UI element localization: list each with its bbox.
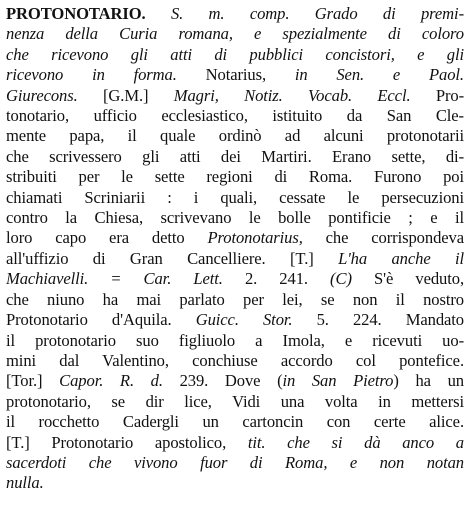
entry-line	[6, 433, 464, 453]
roman-text: Notarius,	[176, 65, 267, 85]
italic-text: S. m. comp. Grado di premi-	[145, 4, 464, 23]
entry-line	[6, 208, 464, 228]
roman-text: all'uffizio di Gran Cancelliere. [T.]	[6, 248, 339, 268]
italic-text: ricevono in forma.	[6, 65, 177, 85]
entry-line	[6, 371, 464, 391]
entry-line	[6, 147, 464, 167]
italic-text: tit. che si dà anco a	[247, 432, 464, 452]
entry-line	[6, 392, 464, 412]
roman-text: contro la Chiesa, scrivevano le bolle pontificie ; e il	[6, 208, 464, 228]
italic-text: Guicc. Stor.	[195, 310, 293, 330]
roman-text: 239. Dove (	[162, 371, 283, 391]
italic-text: nenza della Curia romana, e spezialmente di coloro	[6, 24, 464, 44]
roman-text: Protonotario d'Aquila.	[6, 310, 196, 330]
roman-text: [Tor.]	[6, 371, 60, 391]
roman-text: che scrivessero gli atti dei Martiri. Erano sette, di-	[6, 146, 464, 166]
entry-line	[6, 290, 464, 310]
italic-text: sacerdoti che vivono fuor di Roma, e non notan	[6, 452, 464, 472]
roman-text: che corrispondeva	[302, 228, 464, 248]
roman-text: 2. 241.	[222, 269, 331, 289]
dictionary-entry	[6, 4, 464, 494]
entry-line	[6, 453, 464, 473]
entry-line	[6, 269, 464, 289]
roman-text: mente papa, il quale ordinò ad alcuni protonotarii	[6, 126, 464, 146]
entry-line	[6, 4, 464, 24]
entry-line	[6, 310, 464, 330]
roman-text: loro capo era detto	[6, 228, 208, 248]
entry-line	[6, 126, 464, 146]
roman-text: stribuiti per le sette regioni di Roma. Furono poi	[6, 167, 464, 187]
italic-text: Machiavelli. = Car. Lett.	[6, 269, 223, 289]
italic-text: in San Pietro	[282, 371, 394, 391]
roman-text: mini dal Valentino, conchiuse accordo col pontefice.	[6, 350, 464, 370]
roman-text: Pro-	[410, 85, 464, 105]
italic-text: che ricevono gli atti di pubblici concistori, e gli	[6, 44, 464, 64]
entry-line	[6, 106, 464, 126]
roman-text: che niuno ha mai parlato per lei, se non il nostro	[6, 289, 464, 309]
roman-text: [G.M.]	[77, 85, 174, 105]
entry-line	[6, 412, 464, 432]
roman-text: S'è veduto,	[351, 269, 464, 289]
entry-line	[6, 331, 464, 351]
entry-line	[6, 86, 464, 106]
entry-line	[6, 45, 464, 65]
headword: PROTONOTARIO.	[6, 4, 146, 23]
entry-line	[6, 24, 464, 44]
entry-line	[6, 188, 464, 208]
roman-text: il protonotario suo figliuolo a Imola, e ricevuti uo-	[6, 330, 464, 350]
italic-text: nulla.	[6, 473, 44, 493]
roman-text: 5. 224. Mandato	[292, 310, 464, 330]
italic-text: Giurecons.	[6, 85, 78, 105]
roman-text: tonotario, ufficio ecclesiastico, istituito da San Cle-	[6, 106, 464, 126]
entry-line	[6, 473, 464, 493]
roman-text: [T.] Protonotario apostolico,	[6, 432, 248, 452]
italic-text: Magri, Notiz. Vocab. Eccl.	[173, 85, 411, 105]
entry-line	[6, 249, 464, 269]
roman-text: ) ha un	[393, 371, 464, 391]
entry-line	[6, 228, 464, 248]
roman-text: il rocchetto Cadergli un cartoncin con certe alice.	[6, 412, 464, 432]
entry-line	[6, 65, 464, 85]
entry-line	[6, 351, 464, 371]
roman-text: protonotario, se dir lice, Vidi una volta in mettersi	[6, 391, 464, 411]
roman-text: chiamati Scriniarii : i quali, cessate le persecuzioni	[6, 187, 464, 207]
italic-text: Capor. R. d.	[59, 371, 163, 391]
italic-text: Protonotarius,	[207, 228, 303, 248]
italic-text: in Sen. e Paol.	[266, 65, 464, 85]
italic-text: L'ha anche il	[338, 248, 464, 268]
entry-line	[6, 167, 464, 187]
italic-text: (C)	[330, 269, 352, 289]
